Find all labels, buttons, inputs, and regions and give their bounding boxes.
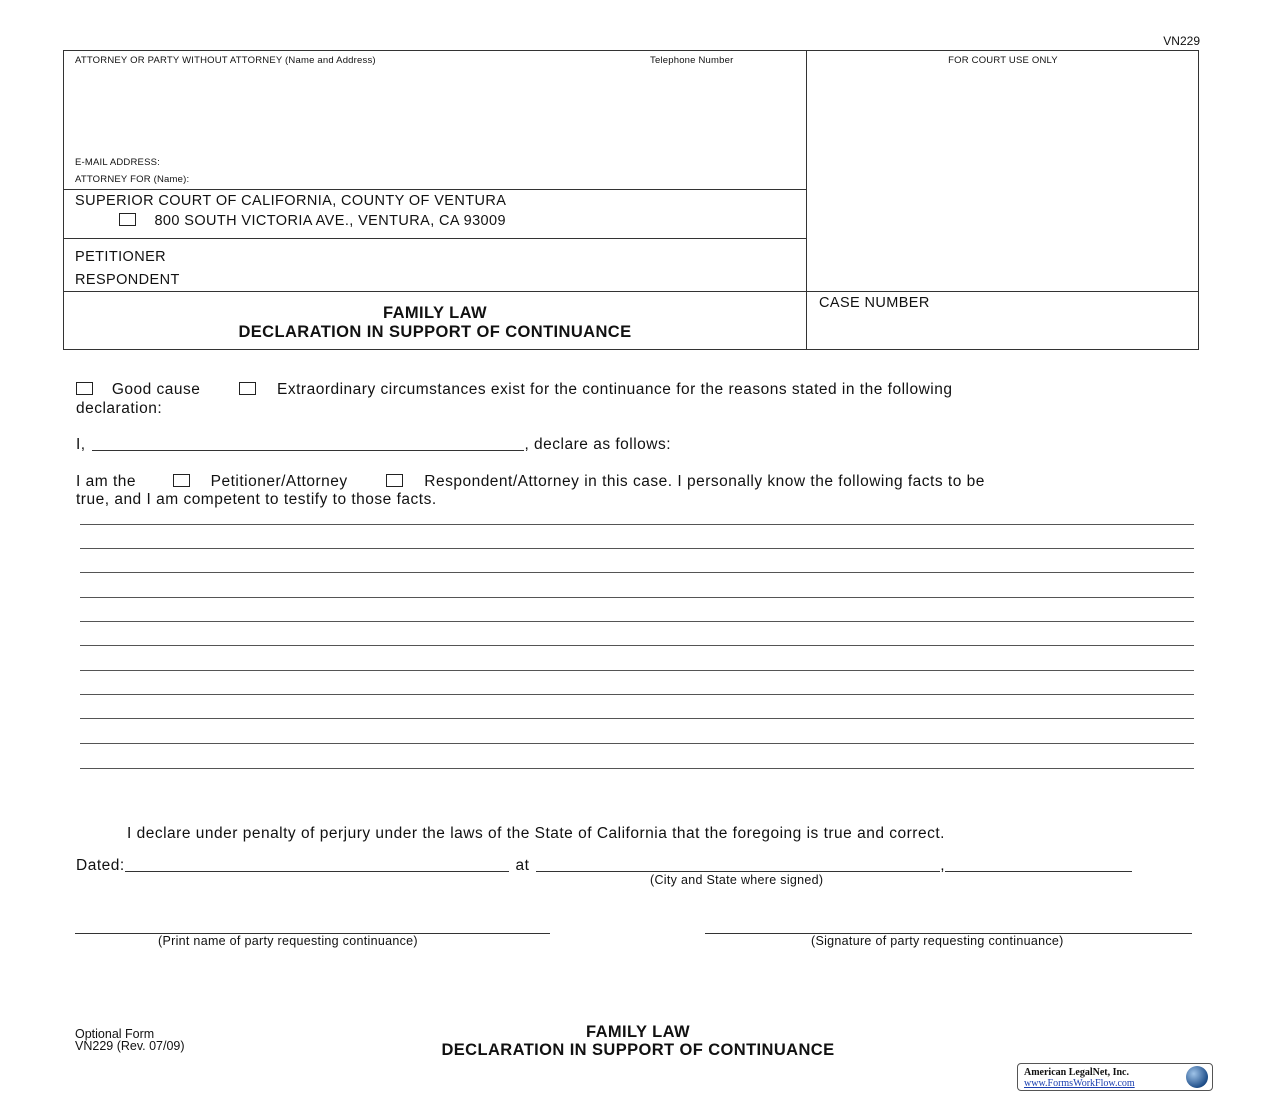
perjury-statement: I declare under penalty of perjury under the laws of the State of California that the foregoing is true and correct. — [127, 825, 945, 842]
facts-line[interactable] — [80, 621, 1194, 622]
petitioner-attorney-checkbox[interactable] — [173, 474, 190, 487]
petitioner-label: PETITIONER — [75, 249, 167, 265]
facts-line[interactable] — [80, 670, 1194, 671]
court-address-row — [119, 213, 506, 229]
form-code: VN229 — [1163, 34, 1200, 48]
good-cause-label: Good cause — [111, 381, 201, 398]
court-name: SUPERIOR COURT OF CALIFORNIA, COUNTY OF VENTURA — [75, 193, 507, 209]
role-row — [76, 473, 985, 491]
facts-line[interactable] — [80, 597, 1194, 598]
court-address-checkbox[interactable] — [119, 213, 136, 226]
at-label: at — [515, 857, 530, 874]
footer-title-line2: DECLARATION IN SUPPORT OF CONTINUANCE — [441, 1041, 835, 1059]
comma: , — [940, 857, 946, 874]
dated-row — [76, 857, 1132, 875]
print-name-caption: (Print name of party requesting continuance) — [158, 934, 418, 948]
respondent-attorney-label: Respondent/Attorney in this case. I personally know the following facts to be — [424, 473, 985, 490]
facts-line[interactable] — [80, 548, 1194, 549]
caption-divider — [806, 51, 807, 349]
extraordinary-cont: declaration: — [76, 400, 163, 417]
footer-form-rev: VN229 (Rev. 07/09) — [75, 1039, 185, 1053]
facts-line[interactable] — [80, 572, 1194, 573]
facts-line[interactable] — [80, 524, 1194, 525]
attorney-label: ATTORNEY OR PARTY WITHOUT ATTORNEY (Name and Address) — [75, 55, 376, 66]
respondent-attorney-checkbox[interactable] — [386, 474, 403, 487]
extraordinary-checkbox[interactable] — [239, 382, 256, 395]
declarant-name-field[interactable] — [92, 436, 524, 451]
competent-line: true, and I am competent to testify to those facts. — [76, 491, 437, 508]
caption-box — [63, 50, 1199, 350]
footer-optional-form: Optional Form — [75, 1027, 155, 1041]
telephone-label: Telephone Number — [650, 55, 734, 66]
declarant-row — [76, 436, 671, 454]
declarant-prefix: I, — [76, 436, 86, 453]
date-extra-field[interactable] — [945, 857, 1132, 872]
respondent-label: RESPONDENT — [75, 272, 180, 288]
petitioner-attorney-label: Petitioner/Attorney — [210, 473, 348, 490]
city-state-caption: (City and State where signed) — [650, 873, 824, 887]
footer-title-line1: FAMILY LAW — [586, 1023, 690, 1041]
declarant-suffix: , declare as follows: — [524, 436, 672, 453]
globe-icon — [1186, 1066, 1208, 1088]
i-am-the: I am the — [76, 473, 136, 490]
divider-court — [64, 189, 806, 190]
divider-parties — [64, 238, 806, 239]
signature-caption: (Signature of party requesting continuance) — [811, 934, 1064, 948]
reason-row — [76, 381, 952, 399]
facts-line[interactable] — [80, 743, 1194, 744]
caption-title-line2: DECLARATION IN SUPPORT OF CONTINUANCE — [238, 323, 632, 341]
facts-line[interactable] — [80, 694, 1194, 695]
facts-line[interactable] — [80, 645, 1194, 646]
court-use-label: FOR COURT USE ONLY — [948, 55, 1058, 66]
dated-label: Dated: — [76, 857, 125, 874]
publisher-url[interactable]: www.FormsWorkFlow.com — [1024, 1078, 1135, 1089]
caption-title-line1: FAMILY LAW — [383, 304, 487, 322]
court-address: 800 SOUTH VICTORIA AVE., VENTURA, CA 93009 — [154, 213, 506, 229]
divider-title — [64, 291, 1198, 292]
facts-line[interactable] — [80, 768, 1194, 769]
email-label: E-MAIL ADDRESS: — [75, 157, 161, 168]
publisher-badge[interactable] — [1017, 1063, 1213, 1091]
date-field[interactable] — [125, 857, 509, 872]
publisher-name: American LegalNet, Inc. — [1024, 1067, 1129, 1078]
attorney-for-label: ATTORNEY FOR (Name): — [75, 174, 190, 185]
extraordinary-label: Extraordinary circumstances exist for the continuance for the reasons stated in the following — [277, 381, 953, 398]
city-state-field[interactable] — [536, 857, 940, 872]
facts-line[interactable] — [80, 718, 1194, 719]
case-number-label: CASE NUMBER — [819, 295, 930, 311]
good-cause-checkbox[interactable] — [76, 382, 93, 395]
